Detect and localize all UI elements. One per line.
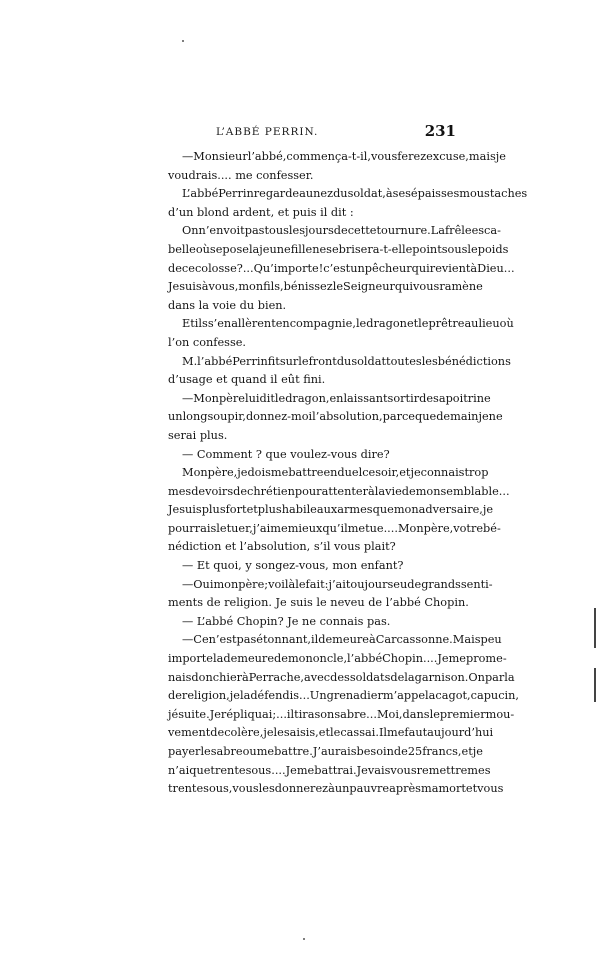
text-line: nédiction et l’absolution, s’il vous plait? (168, 540, 396, 554)
text-line: mes devoirs de chrétien pour attenter à la vie de mon semblable... (168, 484, 510, 498)
text-line: Je suis à vous, mon fils, bénissez le Seigneur qui vous ramène (168, 280, 483, 294)
text-line: M. l’abbé Perrin fit sur le front du soldat toutes les bénédictions (182, 354, 511, 368)
text-line: nais donc hier à Perrache, avec des soldats de la garnison. On parla (168, 670, 515, 684)
text-line: un long soupir, donnez-moi l’absolution, parce que demain je ne (168, 410, 503, 424)
running-title: L’ABBÉ PERRIN. (216, 126, 319, 138)
body-text (168, 148, 528, 799)
text-line: jésuite. Je répliquai ;... il tira son sabre... Moi, dans le premier mou- (168, 707, 515, 721)
text-line: — Oui mon père ; voilà le fait : j’ai toujours eu de grands senti- (182, 577, 493, 591)
text-line: l’on confesse. (168, 335, 247, 349)
text-line: Mon père, je dois me battre en duel ce soir, et je connais trop (182, 466, 489, 480)
text-line: belle où se pose la jeune fille ne se brisera-t-elle point sous le poids (168, 242, 509, 256)
text-line: importe la demeure de mon oncle, l’abbé Chopin.... Je me prome- (168, 652, 507, 666)
text-line: de ce colosse?... Qu’importe ! c’est un pêcheur qui revient à Dieu... (168, 261, 515, 275)
text-line: vement de colère, je le saisis, et le cassai. Il me faut aujourd’hui (168, 726, 494, 740)
text-line: dans la voie du bien. (168, 298, 287, 312)
text-line: serai plus. (168, 428, 228, 442)
text-line: — Monsieur l’abbé, commença-t-il, vous ferez excuse, mais je (182, 150, 506, 163)
text-line: d’usage et quand il eût fini. (168, 373, 326, 387)
scan-edge-mark (594, 668, 596, 702)
paper-speck (182, 40, 184, 42)
text-line: de religion, je la défendis... Un grenadier m’appela cagot, capucin, (168, 689, 520, 703)
scan-edge-mark (594, 608, 596, 648)
text-line: — L’abbé Chopin? Je ne connais pas. (182, 614, 391, 628)
text-line: Et ils s’en allèrent en compagnie, le dragon et le prêtre au lieu où (182, 317, 514, 331)
page-number: 231 (424, 122, 456, 140)
text-line: voudrais.... me confesser. (168, 168, 314, 182)
page-header (168, 122, 456, 144)
text-line: L’abbé Perrin regarde au nez du soldat, à ses épaisses moustaches (182, 187, 528, 201)
text-line: — Et quoi, y songez-vous, mon enfant? (182, 559, 404, 573)
text-line: d’un blond ardent, et puis il dit : (168, 205, 354, 219)
text-line: payer le sabre ou me battre. J’aurais besoin de 25 francs, et je (168, 745, 483, 758)
paper-speck (303, 938, 305, 940)
text-line: pourrais le tuer, j’aime mieux qu’il me tue.... Mon père, votre bé- (168, 521, 501, 535)
text-line: — Comment ? que voulez-vous dire? (182, 447, 390, 461)
text-line: ments de religion. Je suis le neveu de l’abbé Chopin. (168, 596, 469, 610)
text-line: On n’en voit pas tous les jours de cette tournure. La frêle esca- (182, 224, 501, 238)
text-line: — Ce n’est pas étonnant, il demeure à Carcassonne. Mais peu (182, 633, 502, 647)
text-line: Je suis plus fort et plus habile aux armes que mon adversaire, je (168, 503, 494, 517)
text-line: n’ai que trente sous.... Je me battrai. Je vais vous remettre mes (168, 763, 491, 777)
text-line: — Mon père lui dit le dragon, en laissant sortir de sa poitrine (182, 391, 491, 405)
text-line: trente sous, vous les donnerez à un pauvre après ma mort et vous (168, 782, 504, 796)
